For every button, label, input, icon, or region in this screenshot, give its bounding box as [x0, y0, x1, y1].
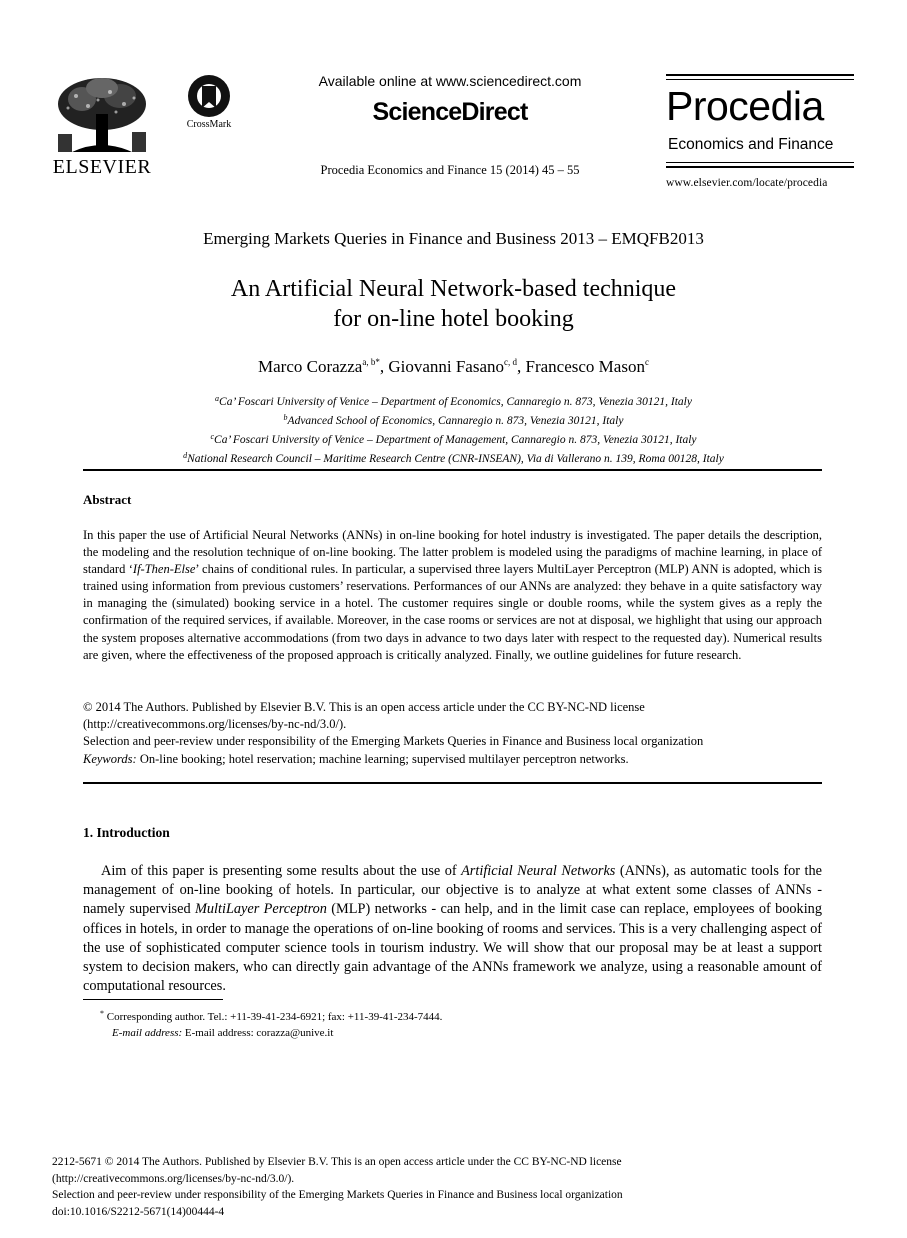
affiliation-marker: c [210, 432, 215, 441]
title-line: An Artificial Neural Network-based technique [230, 276, 677, 302]
affiliation-text: Advanced School of Economics, Cannaregio n. 873, Venezia 30121, Italy [287, 415, 624, 427]
title-line: for on-line hotel booking [333, 306, 574, 332]
intro-text-italic: MultiLayer Perceptron [194, 901, 327, 918]
author-name: Giovanni Fasano [388, 357, 505, 376]
affiliation-list [60, 391, 847, 467]
doi[interactable]: doi:10.1016/S2212-5671(14)00444-4 [52, 1205, 225, 1218]
publication-link[interactable]: (http://creativecommons.org/licenses/by-nc-nd/3.0/). [52, 1172, 295, 1185]
procedia-rule [666, 74, 854, 76]
procedia-logo [666, 74, 854, 194]
email-text[interactable]: E-mail address: corazza@unive.it [182, 1027, 334, 1039]
affiliation-text: Ca’ Foscari University of Venice – Department of Management, Cannaregio n. 873, Venezia 30121, Italy [214, 434, 697, 446]
abstract-text-italic: If-Then-Else [132, 562, 196, 577]
abstract-text-part: In this paper the use of Artificial Neural Networks (ANNs) in on-line booking for hotel industry is investigated. The paper details the description, the modeling and the resolution technique of on-line booking. The latter problem is modeled using the paradigms of machine learning, in place of standard ‘ [83, 528, 822, 577]
introduction-body [83, 862, 822, 996]
affiliation [60, 448, 847, 467]
affiliation-marker: d [183, 451, 188, 460]
footnote-line [100, 1006, 820, 1025]
intro-text-part: (ANNs), as automatic tools for the management of on-line booking of hotels. In particular, our objective is to analyze at what extent some classes of ANNs - namely supervised [83, 863, 822, 918]
sciencedirect-logo[interactable]: ScienceDirect [372, 98, 528, 126]
crossmark-badge[interactable] [180, 74, 238, 134]
author-affiliation-marker: c, d [504, 357, 518, 367]
abstract-text-part: ’ chains of conditional rules. In particular, a supervised three layers MultiLayer Perceptron (MLP) ANN is adopted, which is trained using information from previous customers’ reservations. Performances of our ANNs are analyzed: they behave in a quite satisfactory way in managing the (simulated) booking service in a hotel. The customer requires single or double rooms, while the system gives as a reply the confirmation of the required services, if available. Moreover, in the case rooms or services are not at disposal, we highlight that using our approach the system proposes alternative accommodations (from two days in advance to two days later with respect to the requested day). Numerical results are given, where the effectiveness of the proposed approach is critically analyzed. Finally, we outline guidelines for future research. [83, 562, 822, 662]
footnote-line [100, 1025, 820, 1041]
affiliation [60, 391, 847, 410]
affiliation [60, 410, 847, 429]
procedia-subtitle: Economics and Finance [668, 136, 834, 153]
crossmark-label: CrossMark [186, 119, 232, 130]
section-divider [83, 469, 822, 471]
intro-text-part: Aim of this paper is presenting some results about the use of [101, 863, 462, 879]
paper-title [60, 274, 847, 334]
intro-text-part: (MLP) networks - can help, and in the limit case can replace, employees of booking offices in hotels, in order to manage the operations of on-line booking of rooms and services. This is a very challenging aspect of the use of sophisticated computer science tools in tourism industry. We will show that our proposal may be at least a support system to decision makers, who can directly gain advantage of the ANNs framework we analyze, using a reasonable amount of computational resources. [83, 901, 822, 995]
author-separator: , [379, 357, 389, 376]
intro-text-italic: Artificial Neural Networks [461, 863, 616, 879]
publication-info [52, 1154, 842, 1220]
affiliation-text: Ca’ Foscari University of Venice – Department of Economics, Cannaregio n. 873, Venezia 30121, Italy [219, 396, 692, 408]
procedia-url[interactable]: www.elsevier.com/locate/procedia [666, 177, 828, 189]
section-divider [83, 782, 822, 784]
procedia-title: Procedia [666, 83, 824, 129]
footnote [100, 1006, 820, 1041]
affiliation-marker: a [215, 394, 220, 403]
keywords-list: On-line booking; hotel reservation; machine learning; supervised multilayer perceptron networks. [136, 752, 629, 766]
author-affiliation-marker: a, b* [362, 357, 380, 367]
affiliation-text: National Research Council – Maritime Research Centre (CNR-INSEAN), Via di Vallerano n. 139, Roma 00128, Italy [187, 453, 724, 465]
affiliation [60, 429, 847, 448]
abstract-heading: Abstract [83, 492, 132, 507]
crossmark-icon [187, 74, 231, 118]
footnote-marker: * [100, 1009, 104, 1018]
author-separator: , [517, 357, 526, 376]
available-online-text: Available online at www.sciencedirect.com [318, 73, 582, 89]
procedia-rule [666, 166, 854, 168]
elsevier-logo [52, 74, 152, 178]
procedia-rule [666, 162, 854, 163]
corresponding-author: Corresponding author. Tel.: +11-39-41-234-6921; fax: +11-39-41-234-7444. [104, 1011, 443, 1023]
email-label: E-mail address: [112, 1027, 183, 1039]
author-affiliation-marker: c [644, 357, 649, 367]
affiliation-marker: b [283, 413, 288, 422]
keywords [83, 752, 822, 767]
footnote-rule [83, 999, 223, 1000]
publication-line: Selection and peer-review under responsibility of the Emerging Markets Queries in Finance and Business local organization [52, 1189, 623, 1202]
procedia-rule [666, 79, 854, 80]
license-line: © 2014 The Authors. Published by Elsevier B.V. This is an open access article under the CC BY-NC-ND license [83, 700, 645, 714]
elsevier-wordmark: ELSEVIER [52, 156, 152, 178]
license-link[interactable]: (http://creativecommons.org/licenses/by-nc-nd/3.0/). [83, 716, 347, 731]
keywords-label: Keywords: [83, 752, 137, 766]
abstract-body [83, 527, 822, 664]
journal-reference: Procedia Economics and Finance 15 (2014) 45 – 55 [320, 163, 580, 177]
publication-line: 2212-5671 © 2014 The Authors. Published by Elsevier B.V. This is an open access article under the CC BY-NC-ND license [52, 1156, 622, 1168]
author-name: Marco Corazza [258, 357, 363, 376]
elsevier-tree-icon [52, 74, 152, 156]
license-line: Selection and peer-review under responsibility of the Emerging Markets Queries in Finance and Business local organization [83, 733, 704, 748]
author-name: Francesco Mason [525, 357, 645, 376]
author-list [60, 357, 847, 377]
conference-name: Emerging Markets Queries in Finance and Business 2013 – EMQFB2013 [203, 229, 704, 248]
introduction-heading: 1. Introduction [83, 825, 170, 840]
license-statement [83, 699, 822, 749]
